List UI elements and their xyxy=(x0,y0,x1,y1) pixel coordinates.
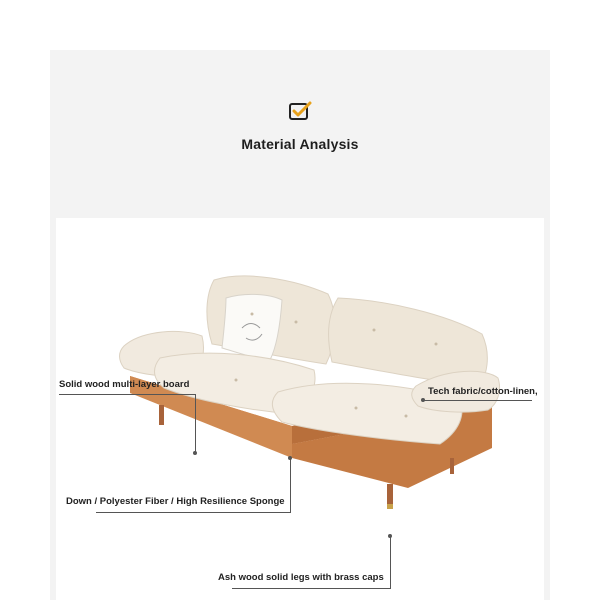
checklist-icon xyxy=(288,100,312,122)
annotation-legs-label: Ash wood solid legs with brass caps xyxy=(218,572,384,583)
page-title: Material Analysis xyxy=(241,136,359,152)
annotation-fabric-line xyxy=(424,400,532,401)
annotation-filling-line xyxy=(96,512,290,513)
annotation-filling-dot xyxy=(288,456,292,460)
annotation-board-dot xyxy=(193,451,197,455)
header-section xyxy=(50,50,550,216)
annotation-filling-label: Down / Polyester Fiber / High Resilience Sponge xyxy=(66,496,285,507)
annotation-filling-connector xyxy=(290,458,291,513)
sofa-illustration xyxy=(56,218,544,600)
annotation-fabric-label: Tech fabric/cotton-linen, xyxy=(428,386,538,397)
material-panel xyxy=(50,50,550,600)
annotation-board-connector xyxy=(195,394,196,452)
annotation-board-label: Solid wood multi-layer board xyxy=(59,379,190,390)
sofa-photo xyxy=(56,218,544,600)
annotation-fabric-dot xyxy=(421,398,425,402)
annotation-legs-dot xyxy=(388,534,392,538)
annotation-legs-connector xyxy=(390,536,391,589)
annotation-board-line xyxy=(59,394,195,395)
annotation-legs-line xyxy=(232,588,390,589)
